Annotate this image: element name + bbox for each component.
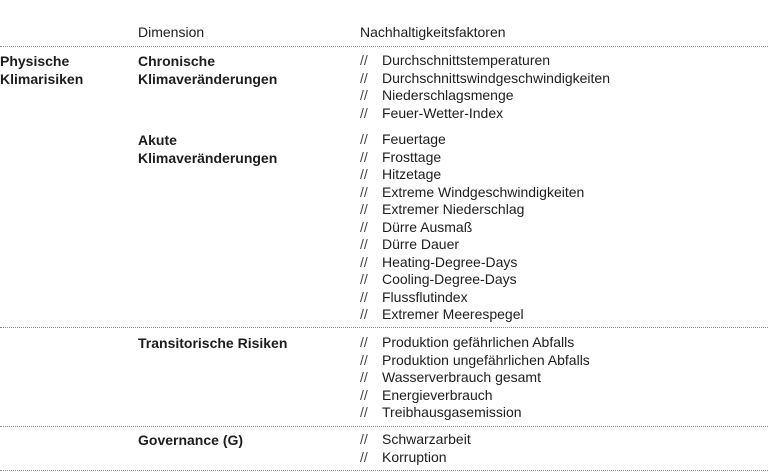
factor-text: Korruption: [382, 448, 447, 465]
factor-text: Extreme Windgeschwindigkeiten: [382, 183, 585, 200]
factor-text: Frosttage: [382, 148, 442, 165]
bullet-marker: //: [360, 87, 368, 103]
bullet-marker: //: [360, 288, 368, 305]
list-item: [360, 219, 584, 237]
bullet-marker: //: [360, 131, 368, 147]
list-item: [360, 87, 610, 105]
factor-text: Extremer Niederschlag: [382, 201, 525, 217]
factor-text: Heating-Degree-Days: [382, 253, 518, 270]
factor-text: Dürre Dauer: [382, 236, 460, 252]
bullet-marker: //: [360, 351, 368, 368]
factor-text: Feuertage: [382, 131, 446, 147]
list-item: [360, 306, 584, 324]
list-item: [360, 387, 590, 405]
factor-text: Durchschnittswindgeschwindigkeiten: [382, 69, 611, 86]
list-item: [360, 369, 590, 387]
list-item: [360, 149, 584, 167]
row-divider: [0, 470, 768, 471]
column-header-dimension: Dimension: [138, 24, 205, 40]
list-item: [360, 105, 610, 123]
list-item: [360, 201, 584, 219]
list-item: [360, 334, 590, 352]
bullet-marker: //: [360, 253, 368, 270]
bullet-marker: //: [360, 52, 368, 68]
factor-text: Cooling-Degree-Days: [382, 271, 517, 287]
bullet-marker: //: [360, 148, 368, 165]
factor-text: Dürre Ausmaß: [382, 218, 473, 235]
bullet-marker: //: [360, 166, 368, 182]
bullet-marker: //: [360, 104, 368, 121]
dimension-governance: Governance (G): [138, 432, 244, 448]
row-divider: [0, 327, 768, 328]
column-header-factors: Nachhaltigkeitsfaktoren: [360, 24, 506, 40]
bullet-marker: //: [360, 334, 368, 350]
list-item: [360, 289, 584, 307]
factor-text: Durchschnittstemperaturen: [382, 52, 551, 68]
bullet-marker: //: [360, 218, 368, 235]
bullet-marker: //: [360, 183, 368, 200]
factor-text: Treibhausgasemission: [382, 404, 522, 420]
list-item: [360, 166, 584, 184]
factor-list-chronic: [360, 52, 610, 122]
list-item: [360, 404, 590, 422]
list-item: [360, 449, 471, 467]
dimension-acute: Akute Klimaveränderungen: [138, 132, 278, 166]
list-item: [360, 52, 610, 70]
factor-text: Wasserverbrauch gesamt: [382, 369, 541, 385]
list-item: [360, 254, 584, 272]
list-item: [360, 184, 584, 202]
list-item: [360, 70, 610, 88]
bullet-marker: //: [360, 386, 368, 403]
list-item: [360, 271, 584, 289]
factor-text: Feuer-Wetter-Index: [382, 104, 504, 121]
row-divider: [0, 46, 768, 47]
category-label-physical-risks: Physische Klimarisiken: [0, 53, 84, 87]
dimension-transition: Transitorische Risiken: [138, 335, 288, 351]
factor-text: Niederschlagsmenge: [382, 87, 514, 103]
bullet-marker: //: [360, 236, 368, 252]
bullet-marker: //: [360, 431, 368, 447]
bullet-marker: //: [360, 271, 368, 287]
list-item: [360, 131, 584, 149]
factor-text: Produktion ungefährlichen Abfalls: [382, 351, 590, 368]
list-item: [360, 431, 471, 449]
list-item: [360, 236, 584, 254]
factor-text: Produktion gefährlichen Abfalls: [382, 334, 575, 350]
factor-list-transition: [360, 334, 590, 422]
factor-list-governance: [360, 431, 471, 466]
factor-text: Hitzetage: [382, 166, 442, 182]
factor-text: Energieverbrauch: [382, 386, 493, 403]
bullet-marker: //: [360, 306, 368, 322]
factor-text: Schwarzarbeit: [382, 431, 471, 447]
bullet-marker: //: [360, 404, 368, 420]
row-divider: [0, 426, 768, 427]
factor-text: Flussflutindex: [382, 288, 468, 305]
bullet-marker: //: [360, 69, 368, 86]
dimension-chronic: Chronische Klimaveränderungen: [138, 53, 278, 87]
factor-list-acute: [360, 131, 584, 324]
list-item: [360, 352, 590, 370]
table-header: [0, 24, 768, 44]
bullet-marker: //: [360, 369, 368, 385]
bullet-marker: //: [360, 201, 368, 217]
bullet-marker: //: [360, 448, 368, 465]
factor-text: Extremer Meerespegel: [382, 306, 524, 322]
